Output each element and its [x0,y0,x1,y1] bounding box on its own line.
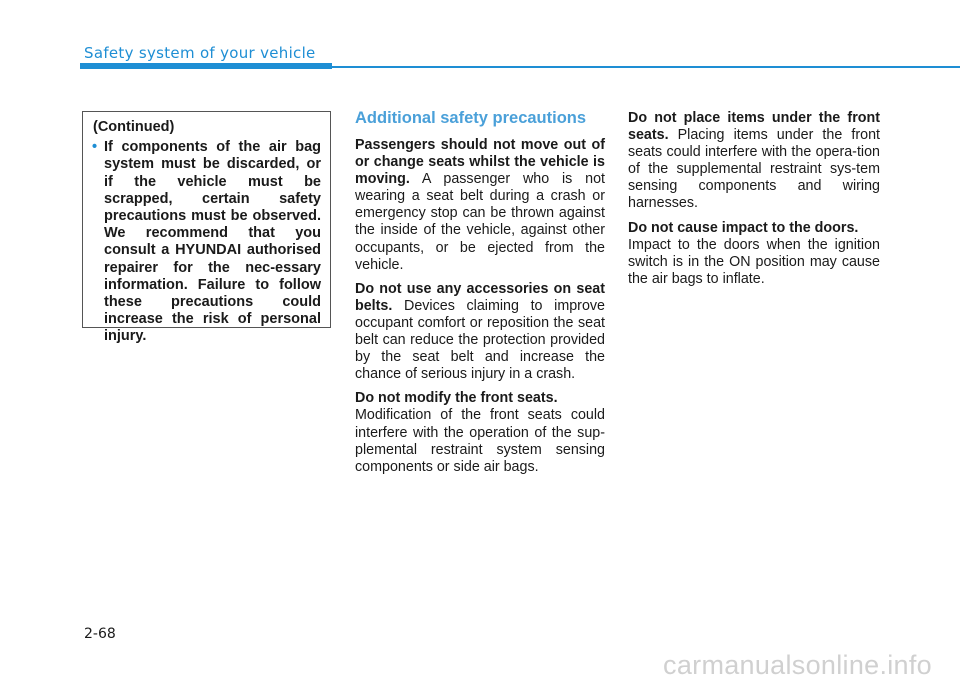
header-rule-thick [80,63,332,69]
paragraph-body: Placing items under the front seats could interfere with the opera-tion of the supplemental restraint sys-tem sensing components and wiring harnesses. [628,127,880,212]
header-rule-thin [332,66,960,68]
page-number: 2-68 [84,626,116,642]
paragraph-lead: Do not place items under the front seats. [628,110,880,144]
paragraph-body: A passenger who is not wearing a seat belt during a crash or emergency stop can be thrown against the inside of the vehicle, against other occupants, or be ejected from the vehicle. [355,171,605,273]
note-bullet-item [92,139,321,345]
paragraph-lead: Do not use any accessories on seat belts. [355,280,605,314]
watermark: carmanualsonline.info [663,650,932,680]
paragraph-doors [628,220,880,288]
paragraph-lead: Do not modify the front seats. [355,390,558,407]
paragraph-passengers [355,137,605,274]
paragraph-under-seats [628,110,880,213]
paragraph-lead: Do not cause impact to the doors. [628,219,859,236]
right-column [628,110,880,295]
section-header-title: Safety system of your vehicle [84,44,316,62]
paragraph-body: Modification of the front seats could interfere with the operation of the sup-plemental restraint system sensing components or side air bags. [355,407,605,475]
paragraph-accessories [355,281,605,384]
note-continued-label: (Continued) [93,119,175,135]
note-bullet-text: If components of the air bag system must be discarded, or if the vehicle must be scrapped, certain safety precautions must be observed. We recommend that you consult a HYUNDAI authorised repairer for the nec-essary information. Failure to follow these precautions could increase the risk of personal injury. [104,139,321,345]
section-heading: Additional safety precautions [355,109,587,127]
paragraph-lead: Passengers should not move out of or change seats whilst the vehicle is moving. [355,137,605,188]
bullet-icon: • [92,139,98,156]
paragraph-front-seats [355,390,605,475]
middle-column [355,108,605,483]
warning-note-box [82,111,331,345]
paragraph-body: Impact to the doors when the ignition switch is in the ON position may cause the air bags to inflate. [628,236,880,287]
paragraph-body: Devices claiming to improve occupant comfort or reposition the seat belt can reduce the protection provided by the seat belt and increase the chance of serious injury in a crash. [355,297,605,383]
